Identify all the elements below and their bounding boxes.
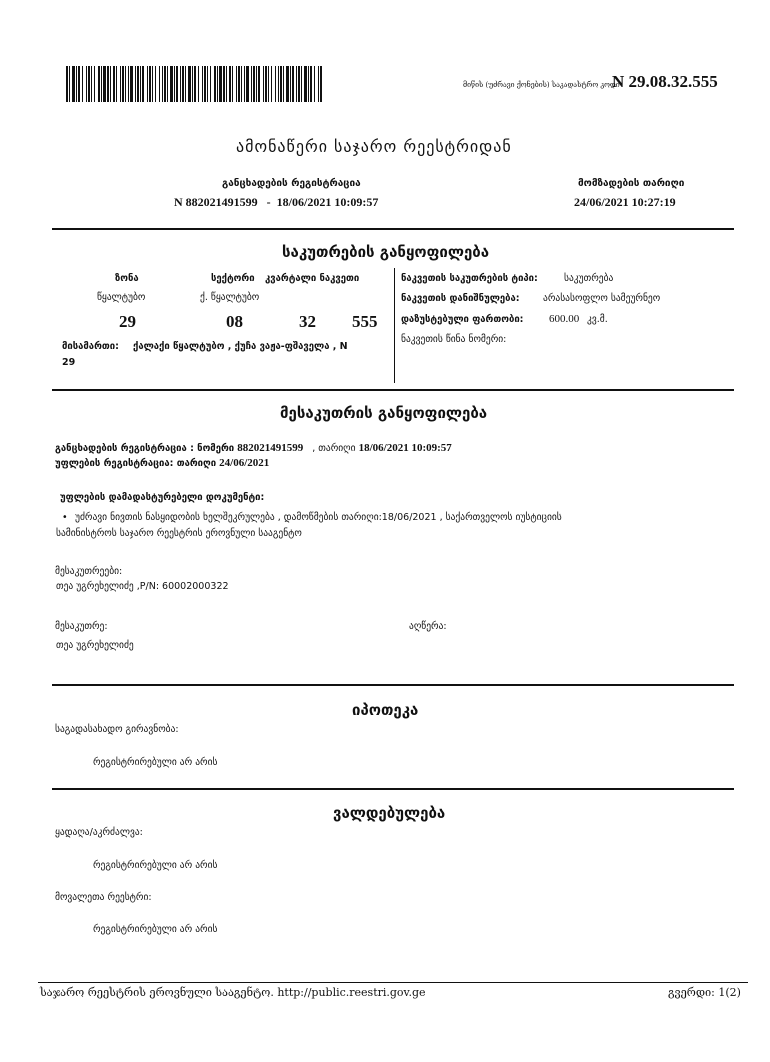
application-registration-value: N 882021491599 - 18/06/2021 10:09:57 <box>174 195 379 209</box>
ownership-type-value: საკუთრება <box>564 273 614 284</box>
quarter-value: 32 <box>299 312 316 331</box>
rights-document-line-2: სამინისტროს საჯარო რეესტრის ეროვნული სააგენტო <box>56 528 302 539</box>
debtors-registry-label: მოვალეთა რეესტრი: <box>55 892 152 903</box>
column-divider <box>394 268 395 383</box>
area-unit: კვ.მ. <box>587 314 608 325</box>
divider <box>52 684 734 686</box>
zone-label: ზონა <box>115 273 139 284</box>
document-title: ამონაწერი საჯარო რეესტრიდან <box>236 137 512 156</box>
quarter-parcel-label: კვარტალი ნაკვეთი <box>265 273 360 284</box>
barcode <box>66 66 322 102</box>
purpose-label: ნაკვეთის დანიშნულება: <box>401 293 520 304</box>
sector-label: სექტორი <box>211 273 255 284</box>
area-label: დაზუსტებული ფართობი: <box>401 314 524 325</box>
owners-value: თეა უგრეხელიძე ,P/N: 60002000322 <box>56 581 229 592</box>
rights-document-label: უფლების დამადასტურებელი დოკუმენტი: <box>60 492 265 503</box>
cadastral-code: N 29.08.32.555 <box>612 72 718 91</box>
cadastral-code-label: მიწის (უძრავი ქონების) საკადასტრო კოდი <box>463 81 620 89</box>
address-label: მისამართი: <box>62 341 119 352</box>
sector-name: ქ. წყალტუბო <box>200 292 260 303</box>
zone-value: 29 <box>119 312 136 331</box>
address-value: ქალაქი წყალტუბო , ქუჩა ვაჟა-ფშაველა , N <box>133 341 348 352</box>
ownership-type-label: ნაკვეთის საკუთრების ტიპი: <box>401 273 538 284</box>
previous-number-label: ნაკვეთის წინა ნომერი: <box>401 334 507 345</box>
description-label: აღწერა: <box>409 621 447 632</box>
debtors-registry-value: რეგისტრირებული არ არის <box>93 924 218 935</box>
sector-value: 08 <box>226 312 243 331</box>
parcel-value: 555 <box>352 312 378 331</box>
footer-divider <box>38 982 748 983</box>
mortgage-section-title: იპოთეკა <box>352 701 419 719</box>
application-registration-label: განცხადების რეგისტრაცია <box>222 178 361 189</box>
rights-registration: უფლების რეგისტრაცია: თარიღი 24/06/2021 <box>55 457 270 469</box>
divider <box>52 389 734 391</box>
divider <box>52 228 734 230</box>
owners-label: მესაკუთრეები: <box>55 566 123 577</box>
page-number: გვერდი: 1(2) <box>668 986 741 999</box>
owner-value: თეა უგრეხელიძე <box>56 640 134 651</box>
owner-section-title: მესაკუთრის განყოფილება <box>280 404 488 422</box>
seizure-label: ყადაღა/აკრძალვა: <box>55 827 143 838</box>
area-value: 600.00 <box>549 313 580 325</box>
address-value-continued: 29 <box>62 357 76 368</box>
bullet: • <box>62 512 68 523</box>
rights-document-line-1: უძრავი ნივთის ნასყიდობის ხელშეკრულება , დამოწმების თარიღი:18/06/2021 , საქართველოს იუსტიციის <box>75 512 562 523</box>
tax-lien-value: რეგისტრირებული არ არის <box>93 757 218 768</box>
seizure-value: რეგისტრირებული არ არის <box>93 860 218 871</box>
footer-agency: საჯარო რეესტრის ეროვნული სააგენტო. http://public.reestri.gov.ge <box>40 986 426 999</box>
purpose-value: არასასოფლო სამეურნეო <box>543 293 661 304</box>
owner-label: მესაკუთრე: <box>55 621 108 632</box>
prepared-date-label: მომზადების თარიღი <box>578 178 685 189</box>
obligations-section-title: ვალდებულება <box>333 804 446 822</box>
prepared-date-value: 24/06/2021 10:27:19 <box>574 195 676 209</box>
property-section-title: საკუთრების განყოფილება <box>282 243 490 261</box>
divider <box>52 788 734 790</box>
owner-application-registration: განცხადების რეგისტრაცია : ნომერი 882021491599 , თარიღი 18/06/2021 10:09:57 <box>55 442 452 454</box>
zone-name: წყალტუბო <box>97 292 146 303</box>
tax-lien-label: საგადასახადო გირავნობა: <box>55 724 179 735</box>
